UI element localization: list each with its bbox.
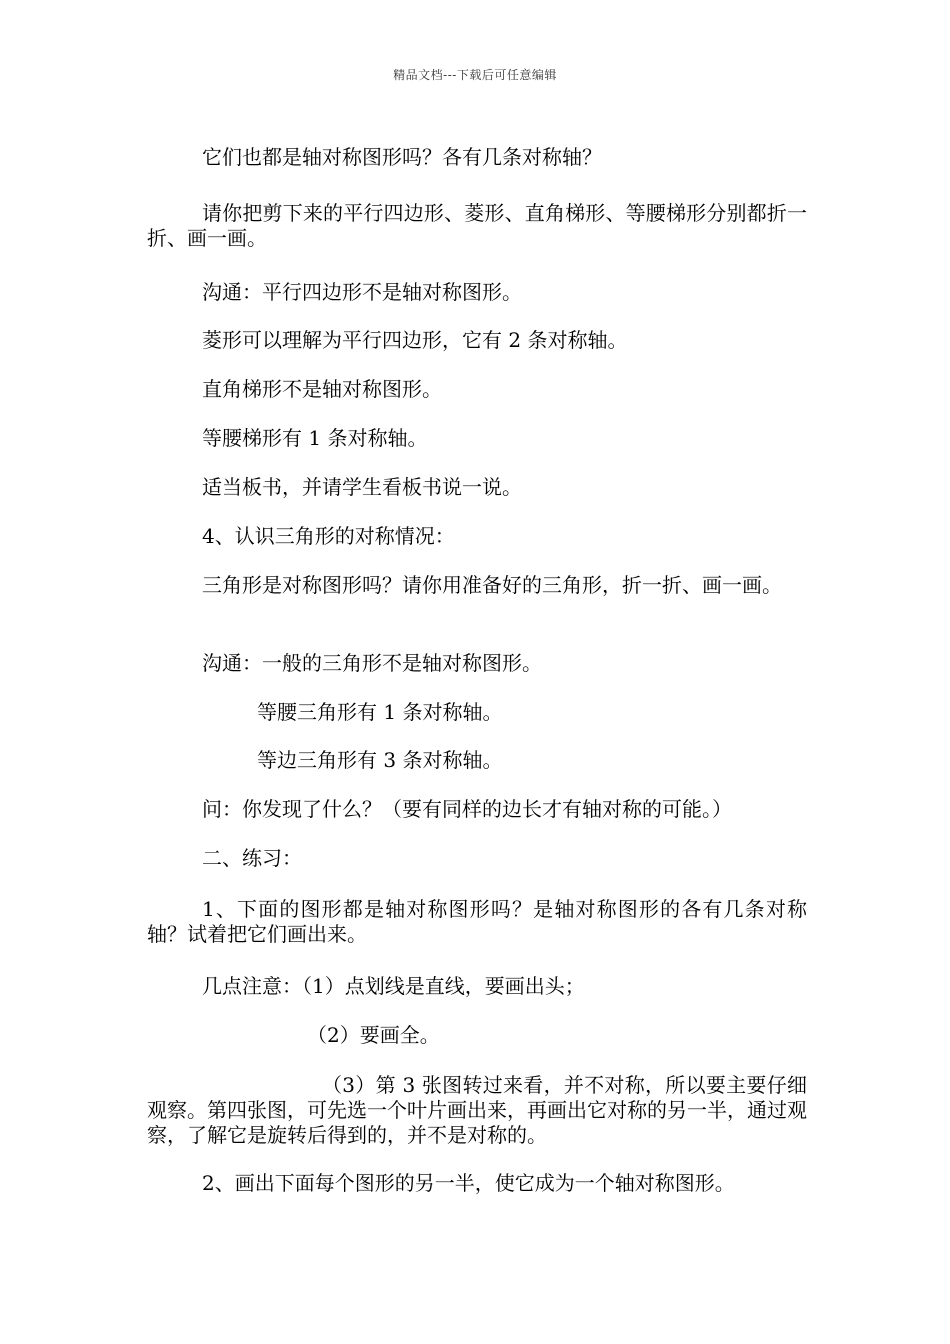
paragraph-13: 问：你发现了什么？（要有同样的边长才有轴对称的可能。） [202, 797, 732, 821]
paragraph-2: 请你把剪下来的平行四边形、菱形、直角梯形、等腰梯形分别都折一折、画一画。 [147, 201, 807, 250]
paragraph-15: 1、下面的图形都是轴对称图形吗？是轴对称图形的各有几条对称轴？试着把它们画出来。 [147, 897, 807, 946]
paragraph-17: （2）要画全。 [307, 1023, 440, 1047]
paragraph-9: 三角形是对称图形吗？请你用准备好的三角形，折一折、画一画。 [202, 573, 782, 597]
paragraph-10: 沟通：一般的三角形不是轴对称图形。 [202, 651, 542, 675]
paragraph-16: 几点注意：（1）点划线是直线，要画出头； [202, 974, 585, 998]
paragraph-11: 等腰三角形有 1 条对称轴。 [257, 700, 503, 724]
paragraph-5: 直角梯形不是轴对称图形。 [202, 377, 442, 401]
paragraph-12: 等边三角形有 3 条对称轴。 [257, 748, 503, 772]
paragraph-3: 沟通：平行四边形不是轴对称图形。 [202, 280, 522, 304]
paragraph-18: （3）第 3 张图转过来看，并不对称，所以要主要仔细观察。第四张图，可先选一个叶片画出来，再画出它对称的另一半，通过观察，了解它是旋转后得到的，并不是对称的。 [147, 1073, 807, 1147]
page-header: 精品文档---下载后可任意编辑 [393, 68, 557, 82]
paragraph-14: 二、练习： [202, 846, 302, 870]
paragraph-4: 菱形可以理解为平行四边形，它有 2 条对称轴。 [202, 328, 628, 352]
paragraph-7: 适当板书，并请学生看板书说一说。 [202, 475, 522, 499]
paragraph-6: 等腰梯形有 1 条对称轴。 [202, 426, 428, 450]
paragraph-19: 2、画出下面每个图形的另一半，使它成为一个轴对称图形。 [202, 1171, 735, 1195]
paragraph-1: 它们也都是轴对称图形吗？各有几条对称轴？ [202, 145, 602, 169]
paragraph-8: 4、认识三角形的对称情况： [202, 524, 455, 548]
